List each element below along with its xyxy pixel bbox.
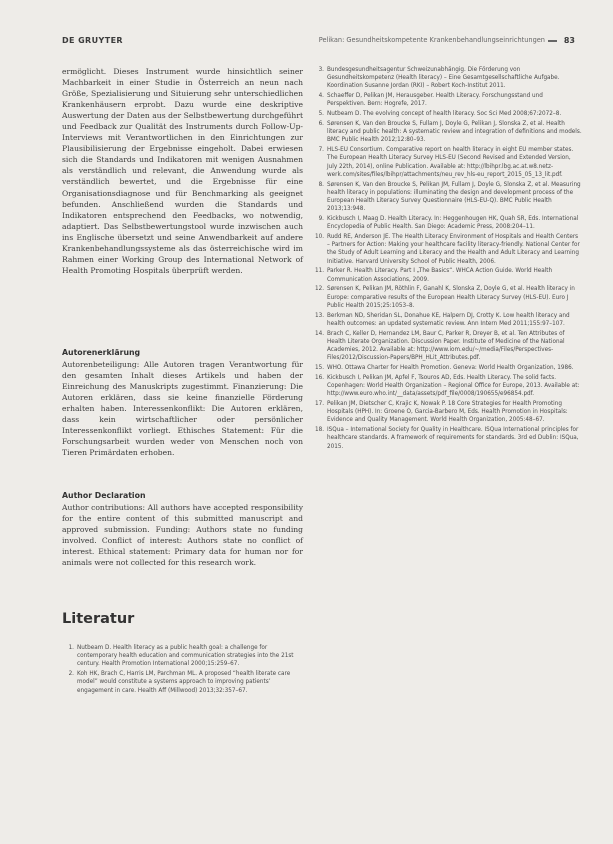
reference-text: Kickbusch I, Pelikan JM, Apfel F, Tsouros AD, Eds. Health Literacy. The solid facts. Copenhagen: World Health Organization – Regional Office for Europe, 2013. Available at: http://www.euro.who.int/__data/assets/pdf_file/0008/190655/e96854.pdf. xyxy=(327,374,580,398)
reference-number: 4. xyxy=(318,93,324,100)
reference-number: 14. xyxy=(314,330,324,337)
reference-number: 5. xyxy=(318,111,324,118)
reference-text: Pelikan JM, Dietscher C, Krajic K, Nowak P. 18 Core Strategies for Health Promoting Hospitals (HPH). In: Groene O, Garcia-Barbero M, Eds. Health Promotion in Hospitals: Evidence and Quality Management. World Health Organization, 2005:48–67. xyxy=(327,401,568,424)
reference-item xyxy=(312,426,582,451)
reference-list-right xyxy=(312,66,582,452)
reference-item xyxy=(62,670,303,695)
reference-text: Brach C, Keller D, Hernandez LM, Baur C, Parker R, Dreyer B, et al. Ten Attributes of Health Literate Organization. Discussion Paper. Institute of Medicine of the National Academies, 2012. Available at: http://www.iom.edu/~/media/Files/Perspectives-Files/2012/Discussion-Papers/BPH_HLit_Attributes.pdf. xyxy=(327,330,565,362)
reference-number: 15. xyxy=(314,365,324,372)
reference-item xyxy=(312,374,582,399)
reference-item xyxy=(312,267,582,283)
reference-text: Sørensen K, Van den Broucke S, Pelikan JM, Fullam J, Doyle G, Slonska Z, et al. Measuring health literacy in populations: illuminating the design and development process of the European Health Literacy Survey Questionnaire (HLS-EU-Q). BMC Public Health 2013;13:948. xyxy=(327,181,581,213)
reference-number: 18. xyxy=(314,427,324,434)
reference-text: Sørensen K, Van den Broucke S, Fullam J, Doyle G, Pelikan J, Slonska Z, et al. Health literacy and public health: A systematic review and integration of definitions and models. BMC Public Health 2012;12:80–93. xyxy=(327,121,582,144)
reference-number: 9. xyxy=(318,216,324,223)
reference-number: 3. xyxy=(318,67,324,73)
running-title: Pelikan: Gesundheitskompetente Krankenbehandlungseinrichtungen xyxy=(318,36,545,44)
reference-number: 11. xyxy=(314,268,324,275)
author-declaration-text: Author contributions: All authors have accepted responsibility for the entire content of this submitted manuscript and approved submission. Funding: Authors state no funding involved. Conflict of interest: Authors state no conflict of interest. Ethical statement: Primary data for human nor for animals were not collected for this research work. xyxy=(62,503,303,568)
reference-number: 6. xyxy=(318,121,324,127)
reference-text: ISQua – International Society for Quality in Healthcare. ISQua International principles for healthcare standards. A framework of requirements for standards. 3rd ed Dublin: ISQua, 2015. xyxy=(327,427,579,450)
page-header xyxy=(62,36,575,50)
reference-item xyxy=(312,330,582,363)
reference-number: 1. xyxy=(68,645,74,651)
reference-text: Nutbeam D. Health literacy as a public health goal: a challenge for contemporary health education and communication strategies into the 21st century. Health Promotion International 2000;15:259–67. xyxy=(77,645,294,668)
reference-text: Bundesgesundheitsagentur Schweizunabhängig. Die Förderung von Gesundheitskompetenz (Health literacy) – Eine Gesamtgesellschaftliche Aufgabe. Koordination Susanne Jordan (RKI) – Robert Koch-Institut 2011. xyxy=(327,67,560,90)
header-rule xyxy=(548,40,557,42)
reference-item xyxy=(62,644,303,669)
author-declaration-section xyxy=(62,491,303,568)
reference-number: 16. xyxy=(314,374,324,381)
autorenerklaerung-text: Autorenbeteiligung: Alle Autoren tragen Verantwortung für den gesamten Inhalt dieses Artikels und haben der Einreichung des Manuskripts zugestimmt. Finanzierung: Die Autoren erklären, dass sie keine finanzielle Förderung erhalten haben. Interessenkonflikt: Die Autoren erklären, dass kein wirtschaftlicher oder persönlicher Interessenkonflikt vorliegt. Ethisches Statement: Für die Forschungsarbeit wurden weder von Menschen noch von Tieren Primärdaten erhoben. xyxy=(62,360,303,458)
reference-item xyxy=(312,181,582,214)
reference-number: 7. xyxy=(318,147,324,154)
reference-text: Berkman ND, Sheridan SL, Donahue KE, Halpern DJ, Crotty K. Low health literacy and health outcomes: an updated systematic review. Ann Intern Med 2011;155:97–107. xyxy=(327,312,570,327)
reference-item xyxy=(312,66,582,91)
reference-item xyxy=(312,285,582,310)
reference-number: 13. xyxy=(314,312,324,319)
reference-text: Schaeffer D, Pelikan JM, Herausgeber. Health Literacy. Forschungsstand und Perspektiven. Bern: Hogrefe, 2017. xyxy=(327,93,543,108)
author-declaration-heading: Author Declaration xyxy=(62,491,146,500)
reference-text: Nutbeam D. The evolving concept of health literacy. Soc Sci Med 2008;67:2072–8. xyxy=(327,111,562,118)
reference-item xyxy=(312,312,582,328)
reference-number: 10. xyxy=(314,234,324,241)
autorenerklaerung-heading: Autorenerklärung xyxy=(62,348,141,357)
reference-number: 8. xyxy=(318,181,324,188)
reference-text: Kickbusch I, Maag D. Health Literacy. In: Heggenhougen HK, Quah SR, Eds. International Encyclopedia of Public Health. San Diego: Academic Press, 2008:204–11. xyxy=(327,216,579,231)
reference-text: Sørensen K, Pelikan JM, Röthlin F, Ganahl K, Slonska Z, Doyle G, et al. Health literacy in Europe: comparative results of the European Health Literacy Survey (HLS-EU). Euro J Public Health 2015;25:1053–8. xyxy=(327,286,575,309)
reference-item xyxy=(312,400,582,425)
intro-section xyxy=(62,66,303,276)
reference-text: Parker R. Health Literacy. Part I „The Basics“. WHCA Action Guide. World Health Communication Associations, 2009. xyxy=(327,268,553,283)
reference-list-left xyxy=(62,644,303,696)
reference-text: Koh HK, Brach C, Harris LM, Parchman ML. A proposed “health literate care model” would constitute a systems approach to improving patients’ engagement in care. Health Aff (Millwood) 2013;32:357–67. xyxy=(77,671,291,694)
reference-item xyxy=(312,364,582,372)
page-number: 83 xyxy=(563,36,575,45)
reference-item xyxy=(312,92,582,108)
reference-item xyxy=(312,215,582,231)
reference-number: 2. xyxy=(68,671,74,678)
reference-item xyxy=(312,233,582,266)
reference-item xyxy=(312,110,582,118)
reference-number: 17. xyxy=(314,401,324,408)
autorenerklaerung-section xyxy=(62,348,303,458)
reference-item xyxy=(312,146,582,179)
reference-text: WHO. Ottawa Charter for Health Promotion. Geneva: World Health Organization, 1986. xyxy=(327,365,574,372)
reference-text: Rudd RE, Anderson JE. The Health Literacy Environment of Hospitals and Health Centers – Partners for Action: Making your healthcare facility literacy-friendly. National Center for the Study of Adult Learning and Literacy and the Health and Adult Literacy and Learning Initiative. Harvard University School of Public Health, 2006. xyxy=(327,234,580,265)
publisher-name: DE GRUYTER xyxy=(62,36,123,45)
intro-paragraph: ermöglicht. Dieses Instrument wurde hinsichtlich seiner Machbarkeit in einer Studie in Österreich an neun nach Größe, Spezialisierung und Situierung sehr unterschiedlichen Krankenhäusern erprobt. Dazu wurde eine deskriptive Auswertung der Daten aus der Selbstbewertung durchgeführt und Feedback zur Qualität des Instruments durch Follow-Up-Interviews mit Verantwortlichen in den Einrichtungen zur Plausibilisierung der Ergebnisse eingeholt. Dabei erwiesen sich die Standards und Indikatoren mit wenigen Ausnahmen als verständlich und relevant, die Anwendung wurde als verständlich bewertet, und die Ergebnisse für eine Organisationsdiagnose und für Benchmarking als geeignet befunden. Anschließend wurden die Standards und Indikatoren entsprechend den Feedbacks, wo notwendig, adaptiert. Das Selbstbewertungstool wurde inzwischen auch ins Englische übersetzt und seine Anwendbarkeit auf andere Krankenbehandlungssysteme als das österreichische wird im Rahmen einer Working Group des International Network of Health Promoting Hospitals überprüft werden. xyxy=(62,67,303,275)
literatur-heading: Literatur xyxy=(62,611,135,627)
reference-number: 12. xyxy=(314,286,324,293)
reference-text: HLS-EU Consortium. Comparative report on health literacy in eight EU member states. The European Health Literacy Survey HLS-EU (Second Revised and Extended Version, July 22th, 2014), online Publication. Available at: http://lbihpr.lbg.ac.at.w8.netz-werk.com/sites/files/lbihpr/attachments/neu_rev_hls-eu_report_2015_05_13_lit.pdf. xyxy=(327,147,574,178)
reference-item xyxy=(312,120,582,145)
